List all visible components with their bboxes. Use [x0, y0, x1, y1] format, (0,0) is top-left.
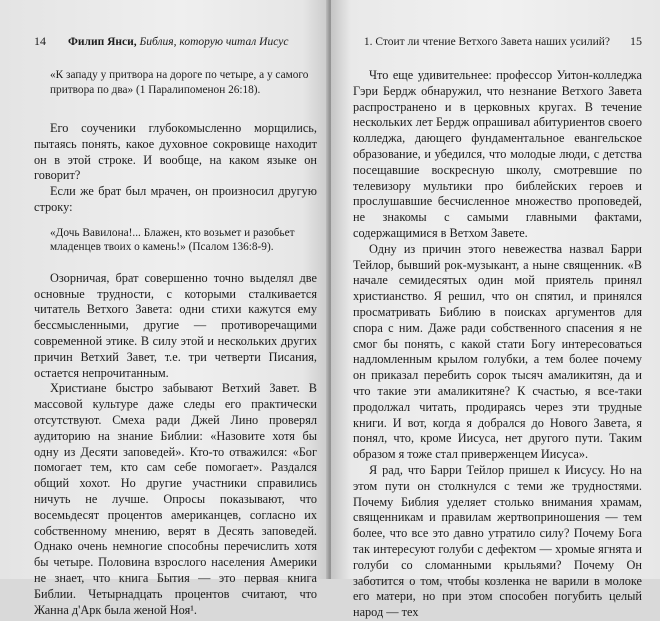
quote-line: «К западу у притвора на дороге по четыре, а у самого: [50, 69, 309, 81]
right-running-header: [353, 34, 642, 48]
paragraph: Одну из причин этого невежества назвал Барри Тейлор, бывший рок-музыкант, а ныне священник. «В начале семидесятых один мой приятель принял христианство. Я решил, что он спятил, и принялся просматривать Библию в поисках аргументов для спора с ним. Даже ради собственного спасения я не смог бы понять, с какой стати Богу интересоваться надломленным крылом голубки, а тем более почему он приказал перебить сорок тысяч амаликитян, да и что такие эти амаликитяне? К счастью, я все-таки продолжал читать, продираясь через эти трудные книги. И вот, когда я добрался до Нового Завета, я понял, что, кроме Иисуса, нет другого пути. Таким образом я тоже стал приверженцем Иисуса».: [353, 241, 642, 462]
paragraph: Его соученики глубокомысленно морщились, пытаясь понять, какое духовное сокровище находит он в этой строке. И вообще, на каком языке он говорит?: [34, 121, 317, 183]
right-header-title: 1. Стоит ли чтение Ветхого Завета наших усилий?: [363, 36, 610, 48]
right-page-number: 15: [630, 34, 642, 48]
paragraph: Если же брат был мрачен, он произносил другую строку:: [34, 184, 317, 214]
paragraph: Христиане быстро забывают Ветхий Завет. В массовой культуре даже следы его практически отсутствуют. Смеха ради Джей Лино проверял аудиторию на знание Библии: «Назовите хотя бы одну из Десяти заповедей». Кто-то отважился: «Бог помогает тем, кто сам себе помогает». Раздался общий хохот. Но другие участники справились ничуть не лучше. Опросы показывают, что восемьдесят процентов американцев, согласно их собственному мнению, верят в Десять заповедей. Однако очень немногие способны перечислить хотя бы четыре. Половина взрослого населения Америки не знает, что книга Бытия — это первая книга Библии. Четырнадцать процентов считают, что Жанна д'Арк была женой Ноя¹.: [34, 381, 317, 617]
paragraph: Что еще удивительнее: профессор Уитон-колледжа Гэри Бердж обнаружил, что незнание Ветхого Завета распространено и в церковных кругах. В течение нескольких лет Бердж опрашивал абитуриентов своего колледжа, дающего фундаментальное евангельское образование, и убедился, что молодые люди, с детства посещавшие воскресную школу, смотревшие по телевизору мультики про библейских героев и прослушавшие бесчисленное множество проповедей, не знакомы с самыми главными фактами, содержащимися в Ветхом Завете.: [353, 68, 642, 240]
quote-line: притвора по два» (1 Паралипоменон 26:18).: [50, 83, 261, 96]
quote-paralipomenon: [50, 68, 317, 97]
left-running-header: [34, 34, 317, 48]
header-book-title: Библия, которую читал Иисус: [139, 36, 289, 48]
left-page-number: 14: [34, 34, 46, 48]
paragraph: Я рад, что Барри Тейлор пришел к Иисусу. Но на этом пути он столкнулся с теми же трудностями. Почему Библия уделяет столько внимания храмам, священникам и правилам жертвоприношения — тем более, что все это давно утратило силу? Почему Бога так интересуют голуби с дефектом — хромые ягнята и голуби со сломанными крыльями? Почему Он заботится о том, чтобы козленка не варили в молоке его матери, но при этом способен погубить целый народ — тех: [353, 462, 642, 620]
left-header-title: [68, 35, 288, 49]
header-author: Филип Янси,: [68, 36, 137, 48]
quote-psalm: [50, 226, 317, 255]
left-page: [0, 0, 329, 617]
paragraph: Озорничая, брат совершенно точно выделял две основные трудности, с которыми сталкивается читатель Ветхого Завета: одни стихи кажутся ему бессмысленными, другие — противоречащими современной этике. В силу этой и нескольких других причин Ветхий Завет, т.е. три четверти Писания, остается непрочитанным.: [34, 270, 317, 380]
right-page: [331, 0, 660, 620]
quote-line: «Дочь Вавилона!... Блажен, кто возьмет и разобьет: [50, 226, 295, 239]
quote-line: младенцев твоих о камень!» (Псалом 136:8-9).: [50, 241, 274, 254]
